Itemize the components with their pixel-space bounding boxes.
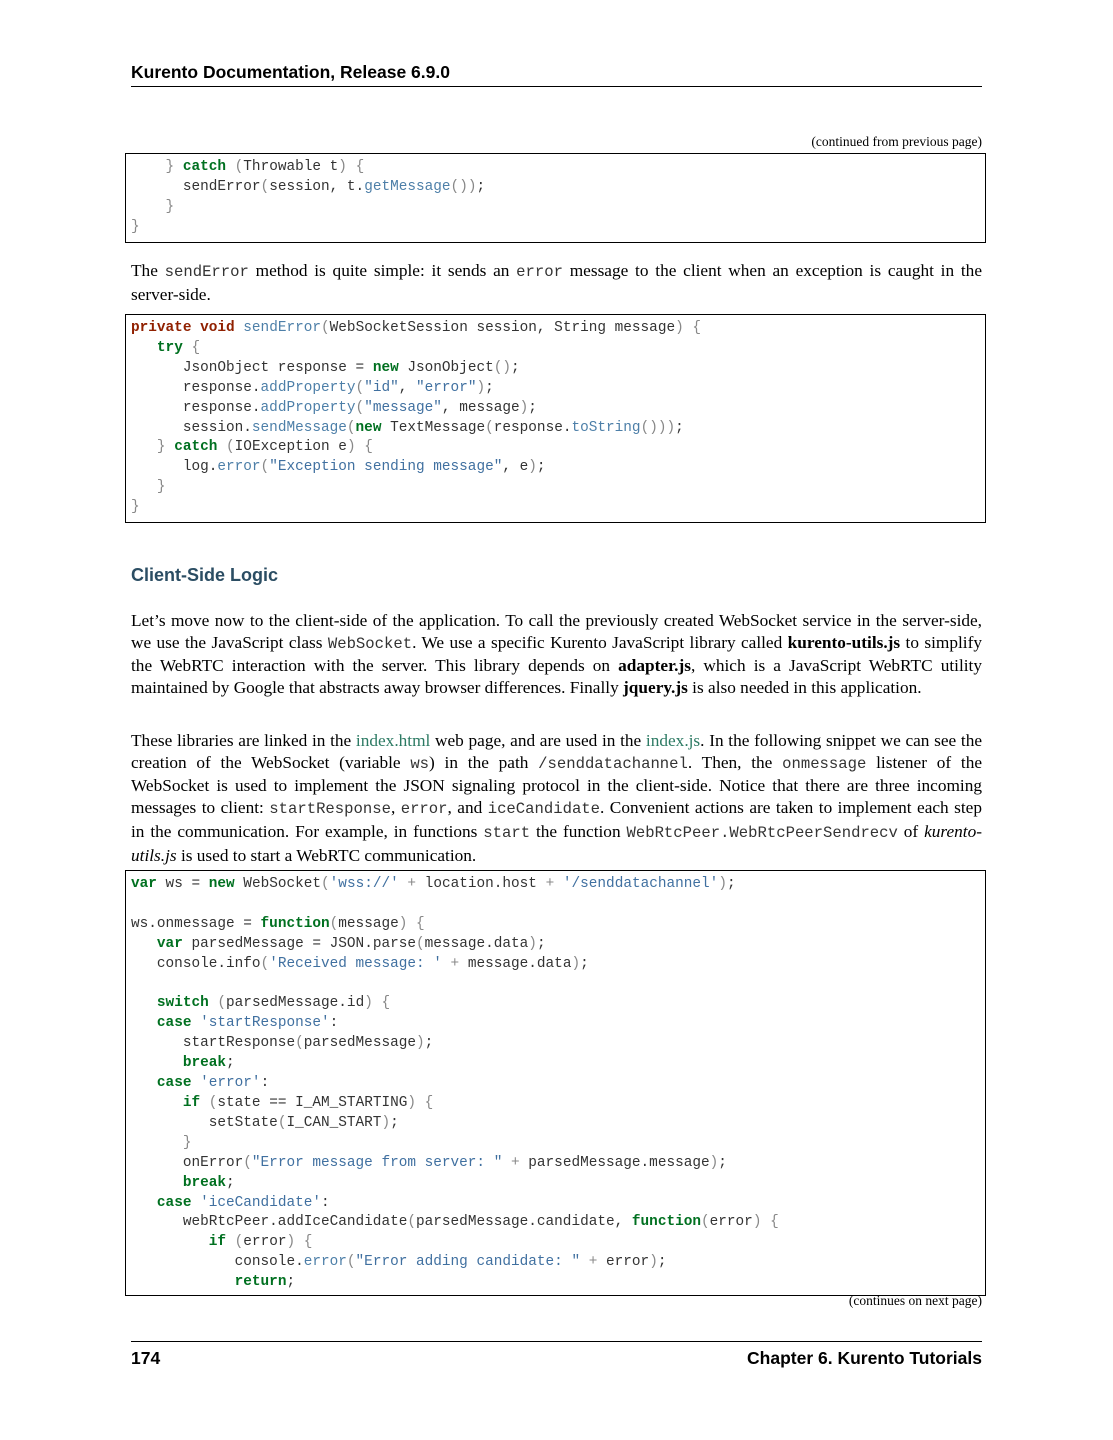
code-line: } [156, 479, 166, 496]
code-line: response.addProperty("id", "error"); [131, 379, 494, 396]
inline-code: ws [410, 754, 430, 773]
inline-code: iceCandidate [487, 800, 601, 819]
code-line: ws.onmessage = function(message) { [131, 915, 425, 932]
code-line: switch (parsedMessage.id) { [156, 995, 391, 1012]
inline-code: onmessage [782, 754, 867, 773]
chapter-title: Chapter 6. Kurento Tutorials [747, 1348, 982, 1368]
code-block-senderror [125, 314, 986, 523]
code-line: response.addProperty("message", message); [131, 399, 537, 416]
library-name: adapter.js [618, 656, 691, 676]
code-block-catch [125, 153, 986, 243]
code-line: case 'iceCandidate': [156, 1194, 330, 1211]
inline-code: WebRtcPeer.WebRtcPeerSendrecv [626, 823, 898, 842]
code-line: sendError(session, t.getMessage()); [131, 178, 486, 195]
code-line: session.sendMessage(new TextMessage(response.toString())); [131, 419, 684, 436]
code-line: onError("Error message from server: " + parsedMessage.message); [131, 1154, 727, 1171]
inline-code: sendError [164, 263, 249, 281]
code-line: } [131, 499, 140, 516]
library-name: kurento-utils.js [787, 632, 901, 652]
inline-code: WebSocket [327, 634, 413, 653]
code-line: startResponse(parsedMessage); [131, 1035, 434, 1052]
page-footer [131, 1341, 982, 1369]
code-line: return; [234, 1274, 296, 1291]
index-js-link[interactable]: index.js [645, 731, 701, 750]
continues-on-note: (continues on next page) [848, 1293, 982, 1308]
code-line: } [165, 198, 175, 215]
code-line: } [182, 1134, 192, 1151]
code-line: break; [182, 1055, 235, 1072]
code-line: console.error("Error adding candidate: " + error); [131, 1254, 667, 1271]
libraries-paragraph: These libraries are linked in the index.html web page, and are used in the index.js. In the following snippet we can see the creation of the WebSocket (variable ws) in the path /senddatachannel. Then, the onmessage listener of the WebSocket is used to implement the JSON signaling protocol in the client-side. Notice that there are three incoming messages to client: startResponse, error, and iceCandidate. Convenient actions are taken to implement each step in the communication. For example, in functions start the function WebRtcPeer.WebRtcPeerSendrecv of kurento-utils.js is used to start a WebRTC communication. [131, 731, 983, 865]
inline-code: error [516, 263, 563, 281]
section-title: Client-Side Logic [131, 565, 279, 585]
code-line: JsonObject response = new JsonObject(); [131, 359, 520, 376]
client-intro-paragraph: Let’s move now to the client-side of the application. To call the previously created WebSocket service in the server-side, we use the JavaScript class WebSocket. We use a specific Kurento JavaScript library called kurento-utils.js to simplify the WebRTC interaction with the server. This library depends on adapter.js, which is a JavaScript WebRTC utility maintained by Google that abstracts away browser differences. Finally jquery.js is also needed in this application. [131, 611, 982, 698]
inline-code: startResponse [269, 800, 391, 819]
code-line: console.info('Received message: ' + message.data); [131, 955, 589, 972]
running-header: Kurento Documentation, Release 6.9.0 [131, 62, 982, 87]
inline-code: start [483, 823, 531, 842]
index-html-link[interactable]: index.html [355, 731, 431, 750]
senderror-paragraph: The sendError method is quite simple: it sends an error message to the client when an exception is caught in the server-side. [131, 261, 982, 304]
code-listing [131, 875, 985, 1293]
library-name: jquery.js [623, 678, 688, 698]
page-number: 174 [131, 1348, 161, 1368]
code-line: var parsedMessage = JSON.parse(message.data); [156, 935, 546, 952]
continued-from-note: (continued from previous page) [811, 134, 982, 149]
code-line: case 'error': [156, 1075, 270, 1092]
code-line: } catch (Throwable t) { [165, 159, 365, 175]
code-line: var ws = new WebSocket('wss://' + location.host + '/senddatachannel'); [131, 876, 736, 892]
code-line: break; [182, 1174, 235, 1191]
library-name: kurento-utils.js [131, 821, 982, 865]
code-listing [131, 319, 985, 518]
inline-code: error [400, 800, 448, 819]
code-block-client [125, 870, 986, 1296]
code-line: if (error) { [208, 1234, 313, 1251]
code-line: } catch (IOException e) { [156, 439, 373, 456]
code-line: if (state == I_AM_STARTING) { [182, 1094, 434, 1111]
code-line: case 'startResponse': [156, 1015, 339, 1032]
code-line: setState(I_CAN_START); [131, 1114, 399, 1131]
code-line: log.error("Exception sending message", e); [131, 459, 546, 476]
code-line: private void sendError(WebSocketSession session, String message) { [131, 320, 702, 336]
inline-code: /senddatachannel [538, 754, 688, 773]
code-line: webRtcPeer.addIceCandidate(parsedMessage.candidate, function(error) { [131, 1214, 779, 1231]
code-line: } [131, 218, 140, 235]
code-line: try { [156, 339, 201, 356]
code-listing [131, 158, 985, 238]
